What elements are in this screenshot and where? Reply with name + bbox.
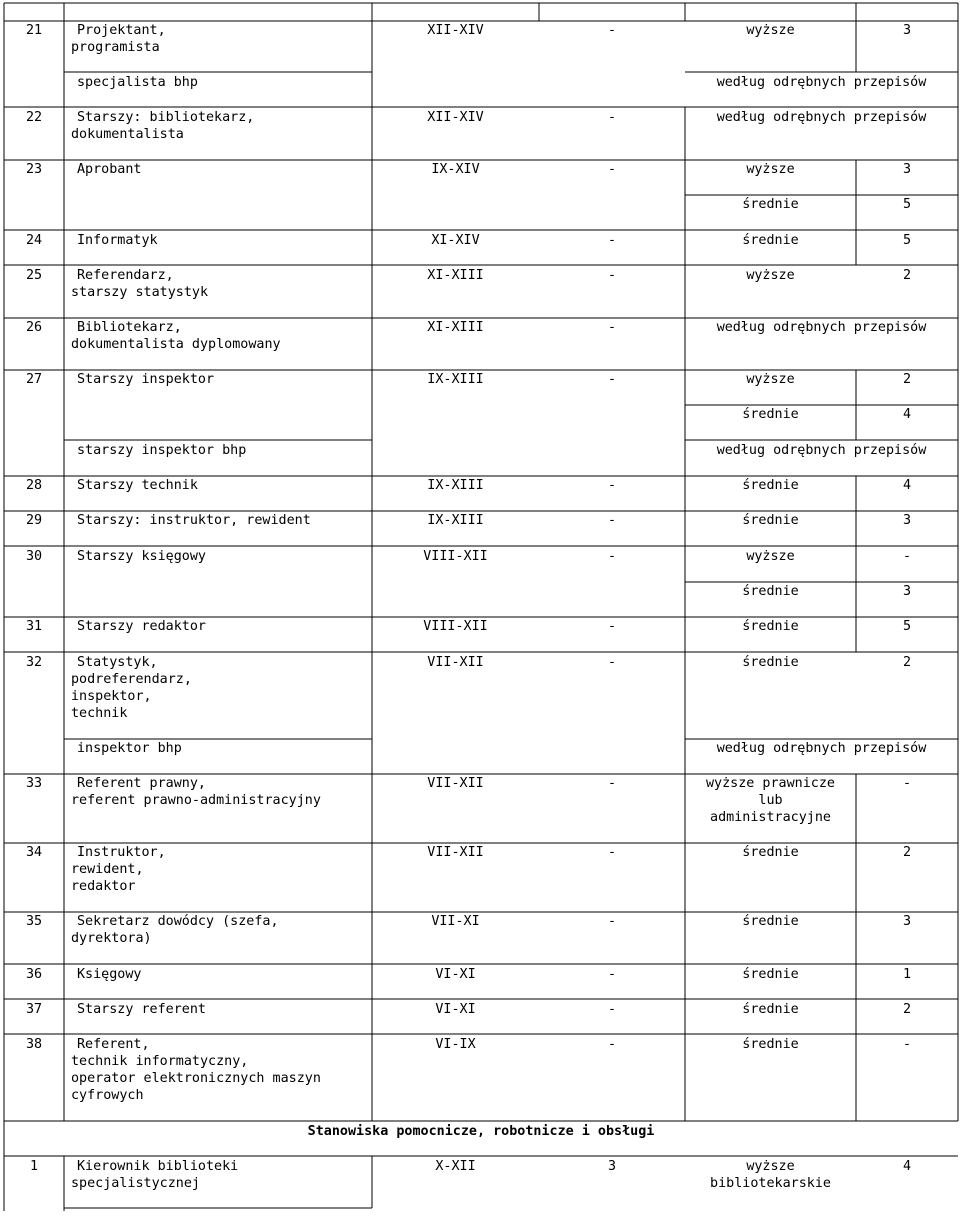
salary-grade: IX-XIII xyxy=(427,372,484,387)
position-name: inspektor bhp xyxy=(77,741,182,756)
extra-requirement: - xyxy=(607,845,617,860)
row-number: 38 xyxy=(25,1037,43,1052)
salary-grade: VI-XI xyxy=(435,967,476,982)
row-number: 28 xyxy=(25,478,43,493)
extra-requirement: - xyxy=(607,162,617,177)
education-level: średnie xyxy=(742,655,799,670)
education-level: średnie xyxy=(742,407,799,422)
extra-requirement: - xyxy=(607,478,617,493)
education-level: wyższe xyxy=(746,268,795,283)
extra-requirement: - xyxy=(607,268,617,283)
education-level: średnie xyxy=(742,513,799,528)
years-experience: 5 xyxy=(902,619,912,634)
education-level: średnie xyxy=(742,197,799,212)
years-experience: 4 xyxy=(902,478,912,493)
years-experience: 3 xyxy=(902,162,912,177)
extra-requirement: 3 xyxy=(607,1159,617,1174)
salary-grade: XI-XIII xyxy=(427,268,484,283)
position-name: Starszy: instruktor, rewident xyxy=(77,513,311,528)
position-name: Kierownik biblioteki specjalistycznej xyxy=(71,1159,239,1191)
salary-grade: XII-XIV xyxy=(427,23,484,38)
row-number: 23 xyxy=(25,162,43,177)
years-experience: 4 xyxy=(902,1159,912,1174)
row-number: 35 xyxy=(25,914,43,929)
education-level: wyższe xyxy=(746,23,795,38)
position-name: Bibliotekarz, dokumentalista dyplomowany xyxy=(71,320,281,352)
position-name: Aprobant xyxy=(77,162,142,177)
extra-requirement: - xyxy=(607,549,617,564)
position-name: Starszy redaktor xyxy=(77,619,206,634)
salary-grade: VI-XI xyxy=(435,1002,476,1017)
years-experience: 4 xyxy=(902,407,912,422)
education-special-rules: według odrębnych przepisów xyxy=(716,75,927,90)
position-name: Starszy referent xyxy=(77,1002,206,1017)
years-experience: - xyxy=(902,1037,912,1052)
position-name: Projektant, programista xyxy=(71,23,166,55)
years-experience: 3 xyxy=(902,513,912,528)
education-special-rules: według odrębnych przepisów xyxy=(716,320,927,335)
row-number: 21 xyxy=(25,23,43,38)
row-number: 32 xyxy=(25,655,43,670)
years-experience: - xyxy=(902,776,912,791)
extra-requirement: - xyxy=(607,513,617,528)
extra-requirement: - xyxy=(607,619,617,634)
position-name: Starszy: bibliotekarz, dokumentalista xyxy=(71,110,255,142)
position-name: Sekretarz dowódcy (szefa, dyrektora) xyxy=(71,914,279,946)
extra-requirement: - xyxy=(607,914,617,929)
extra-requirement: - xyxy=(607,23,617,38)
position-name: specjalista bhp xyxy=(77,75,198,90)
extra-requirement: - xyxy=(607,1037,617,1052)
position-name: Informatyk xyxy=(77,233,158,248)
years-experience: 3 xyxy=(902,914,912,929)
row-number: 33 xyxy=(25,776,43,791)
salary-grade: XI-XIII xyxy=(427,320,484,335)
position-name: starszy inspektor bhp xyxy=(77,443,247,458)
education-special-rules: według odrębnych przepisów xyxy=(716,443,927,458)
row-number: 24 xyxy=(25,233,43,248)
salary-grade: VII-XII xyxy=(427,845,484,860)
education-level: wyższe xyxy=(746,549,795,564)
years-experience: - xyxy=(902,549,912,564)
row-number: 30 xyxy=(25,549,43,564)
salary-grade: XII-XIV xyxy=(427,110,484,125)
education-level: wyższe xyxy=(746,162,795,177)
salary-grade: VII-XI xyxy=(431,914,480,929)
education-level: wyższe bibliotekarskie xyxy=(710,1159,831,1191)
salary-grade: XI-XIV xyxy=(431,233,480,248)
position-name: Instruktor, rewident, redaktor xyxy=(71,845,166,894)
extra-requirement: - xyxy=(607,233,617,248)
row-number: 25 xyxy=(25,268,43,283)
education-level: średnie xyxy=(742,1002,799,1017)
education-level: średnie xyxy=(742,967,799,982)
salary-grade: VIII-XII xyxy=(423,549,488,564)
row-number: 1 xyxy=(29,1159,39,1174)
salary-grade: IX-XIII xyxy=(427,513,484,528)
years-experience: 2 xyxy=(902,845,912,860)
years-experience: 2 xyxy=(902,268,912,283)
row-number: 36 xyxy=(25,967,43,982)
education-special-rules: według odrębnych przepisów xyxy=(716,741,927,756)
row-number: 29 xyxy=(25,513,43,528)
years-experience: 2 xyxy=(902,372,912,387)
salary-grade: IX-XIII xyxy=(427,478,484,493)
education-level: średnie xyxy=(742,619,799,634)
position-name: Referent prawny, referent prawno-administracyjny xyxy=(71,776,321,808)
education-level: średnie xyxy=(742,914,799,929)
years-experience: 3 xyxy=(902,23,912,38)
education-level: średnie xyxy=(742,1037,799,1052)
position-name: Statystyk, podreferendarz, inspektor, technik xyxy=(71,655,192,721)
position-name: Starszy technik xyxy=(77,478,198,493)
extra-requirement: - xyxy=(607,110,617,125)
salary-grade: VII-XII xyxy=(427,776,484,791)
row-number: 27 xyxy=(25,372,43,387)
position-name: Referent, technik informatyczny, operator elektronicznych maszyn cyfrowych xyxy=(71,1037,321,1103)
position-name: Starszy księgowy xyxy=(77,549,206,564)
years-experience: 3 xyxy=(902,584,912,599)
position-name: Księgowy xyxy=(77,967,142,982)
years-experience: 5 xyxy=(902,233,912,248)
position-name: Referendarz, starszy statystyk xyxy=(71,268,209,300)
extra-requirement: - xyxy=(607,967,617,982)
extra-requirement: - xyxy=(607,655,617,670)
row-number: 37 xyxy=(25,1002,43,1017)
salary-grade: VI-IX xyxy=(435,1037,476,1052)
years-experience: 1 xyxy=(902,967,912,982)
position-name: Starszy inspektor xyxy=(77,372,215,387)
extra-requirement: - xyxy=(607,372,617,387)
education-level: średnie xyxy=(742,584,799,599)
row-number: 22 xyxy=(25,110,43,125)
salary-grade: X-XII xyxy=(435,1159,476,1174)
education-level: średnie xyxy=(742,478,799,493)
row-number: 34 xyxy=(25,845,43,860)
years-experience: 2 xyxy=(902,1002,912,1017)
row-number: 26 xyxy=(25,320,43,335)
education-level: średnie xyxy=(742,845,799,860)
extra-requirement: - xyxy=(607,1002,617,1017)
row-number: 31 xyxy=(25,619,43,634)
extra-requirement: - xyxy=(607,776,617,791)
years-experience: 5 xyxy=(902,197,912,212)
education-level: średnie xyxy=(742,233,799,248)
section-heading: Stanowiska pomocnicze, robotnicze i obsługi xyxy=(307,1124,655,1139)
salary-grade: IX-XIV xyxy=(431,162,480,177)
education-level: wyższe prawnicze lub administracyjne xyxy=(706,776,835,825)
education-special-rules: według odrębnych przepisów xyxy=(716,110,927,125)
extra-requirement: - xyxy=(607,320,617,335)
years-experience: 2 xyxy=(902,655,912,670)
salary-grade: VIII-XII xyxy=(423,619,488,634)
salary-grade: VII-XII xyxy=(427,655,484,670)
education-level: wyższe xyxy=(746,372,795,387)
